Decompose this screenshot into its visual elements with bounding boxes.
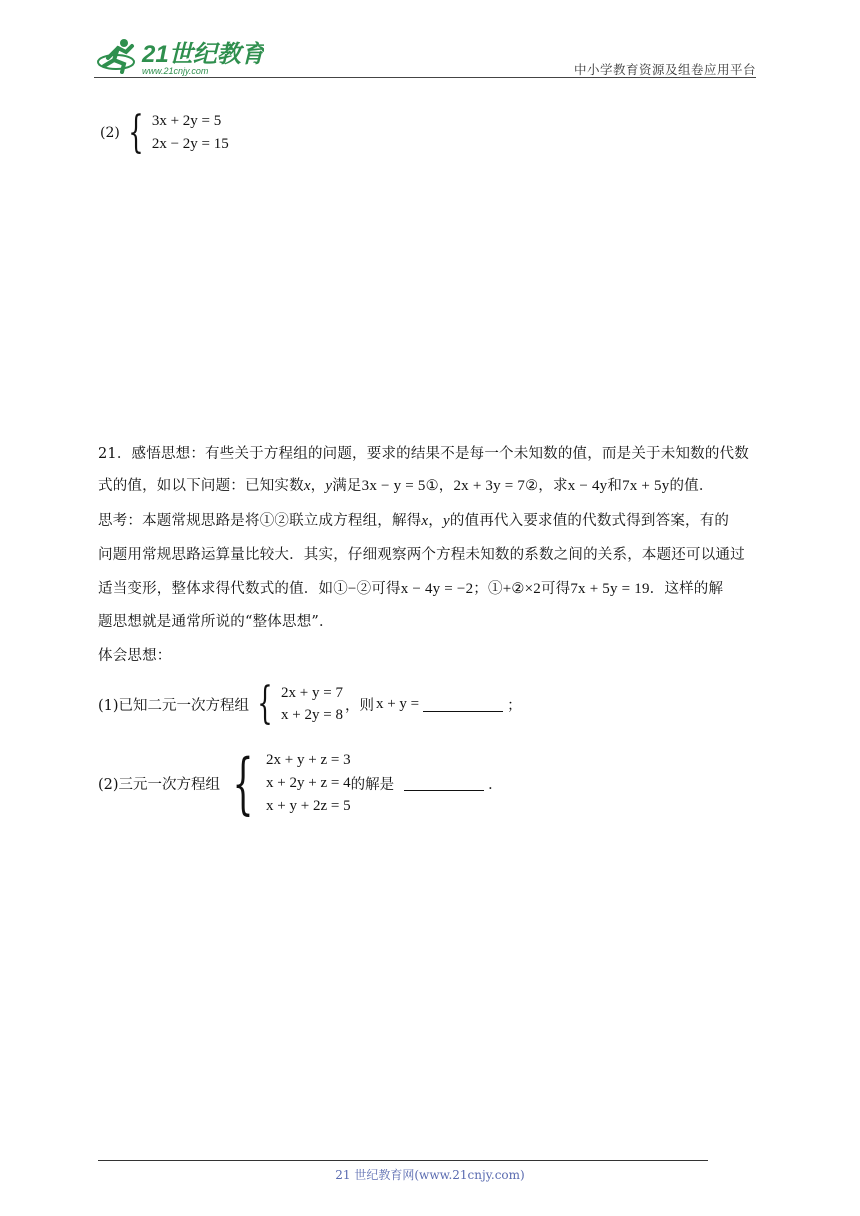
result-equation-1: x − 4y = −2 — [400, 581, 474, 597]
sub1-equation-1: 2x + y = 7 — [281, 685, 343, 701]
footer-divider — [98, 1160, 708, 1161]
answer-blank-1[interactable] — [423, 697, 503, 712]
text: 和 — [607, 478, 623, 494]
text: 式的值，如以下问题：已知实数 — [98, 478, 304, 494]
text: ②，求 — [525, 478, 568, 494]
logo-text: 21世纪教育 — [142, 41, 264, 68]
var-y: y — [325, 478, 333, 494]
text: ； — [507, 697, 522, 714]
var-x: x — [303, 478, 311, 494]
equation-1: 3x − y = 5 — [361, 478, 426, 494]
sub1-expression: x + y = — [375, 695, 420, 712]
minus-sign: − — [347, 581, 357, 597]
times-two: ×2 — [524, 581, 541, 597]
text: ．这样的解 — [649, 581, 724, 597]
q21-line-4: 问题用常规思路运算量比较大．其实，仔细观察两个方程未知数的系数之间的关系，本题还可以通过 — [98, 547, 745, 563]
text: ；① — [473, 581, 503, 597]
text: ①， — [425, 478, 454, 494]
result-equation-2: 7x + 5y = 19 — [570, 581, 650, 597]
plus-sign: + — [502, 581, 512, 597]
text: 适当变形，整体求得代数式的值．如① — [98, 581, 348, 597]
left-brace-icon: { — [128, 107, 144, 158]
var-x: x — [421, 513, 429, 529]
text: 的解是 — [350, 777, 395, 793]
equation-2: 2x + 3y = 7 — [453, 478, 526, 494]
text: ， — [428, 513, 443, 529]
q20-part2-label: (2) — [100, 125, 120, 141]
sub2-equation-1: 2x + y + z = 3 — [266, 752, 351, 768]
q21-line-5 — [98, 579, 723, 599]
answer-blank-2[interactable] — [404, 776, 484, 791]
text: ② — [511, 581, 525, 597]
logo-url: www.21cnjy.com — [142, 66, 209, 76]
sub1-equation-2: x + 2y = 8 — [281, 707, 343, 723]
text: 的值． — [669, 478, 714, 494]
sub2-equation-3: x + y + 2z = 5 — [266, 798, 351, 814]
left-brace-icon: { — [232, 744, 254, 822]
q20-equation-1: 3x + 2y = 5 — [151, 113, 222, 129]
q21-line-2 — [98, 476, 714, 496]
sub2-label: (2)三元一次方程组 — [98, 777, 221, 793]
q21-line-7: 体会思想： — [98, 648, 172, 664]
text: ②可得 — [356, 581, 401, 597]
runner-logo-icon — [94, 36, 264, 80]
footer-link[interactable]: 21 世纪教育网(www.21cnjy.com) — [335, 1168, 525, 1182]
text: 的值再代入要求值的代数式得到答案，有的 — [449, 513, 730, 529]
left-brace-icon: { — [257, 678, 273, 729]
expression-1: x − 4y — [567, 478, 608, 494]
q21-sub1 — [98, 678, 522, 729]
text: ． — [488, 777, 503, 793]
header-platform-name: 中小学教育资源及组卷应用平台 — [573, 62, 756, 77]
q20-equation-2: 2x − 2y = 15 — [151, 136, 229, 152]
header-divider — [94, 77, 756, 78]
text: 满足 — [332, 478, 362, 494]
expression-2: 7x + 5y — [622, 478, 670, 494]
sub1-label: (1)已知二元一次方程组 — [98, 697, 250, 714]
q21-line-3 — [98, 511, 729, 531]
q20-part2 — [100, 107, 229, 158]
q21-line-1: 21．感悟思想：有些关于方程组的问题，要求的结果不是每一个未知数的值，而是关于未知数的代数 — [98, 446, 749, 462]
q21-sub2 — [98, 744, 503, 822]
var-y: y — [442, 513, 450, 529]
text: ，则 — [344, 697, 374, 714]
sub2-equation-2: x + 2y + z = 4 — [266, 775, 351, 791]
q21-line-6: 题思想就是通常所说的“整体思想”． — [98, 614, 334, 630]
text: 可得 — [540, 581, 571, 597]
site-logo — [94, 36, 264, 80]
text: 思考：本题常规思路是将①②联立成方程组，解得 — [98, 513, 422, 529]
text: ， — [310, 478, 326, 494]
